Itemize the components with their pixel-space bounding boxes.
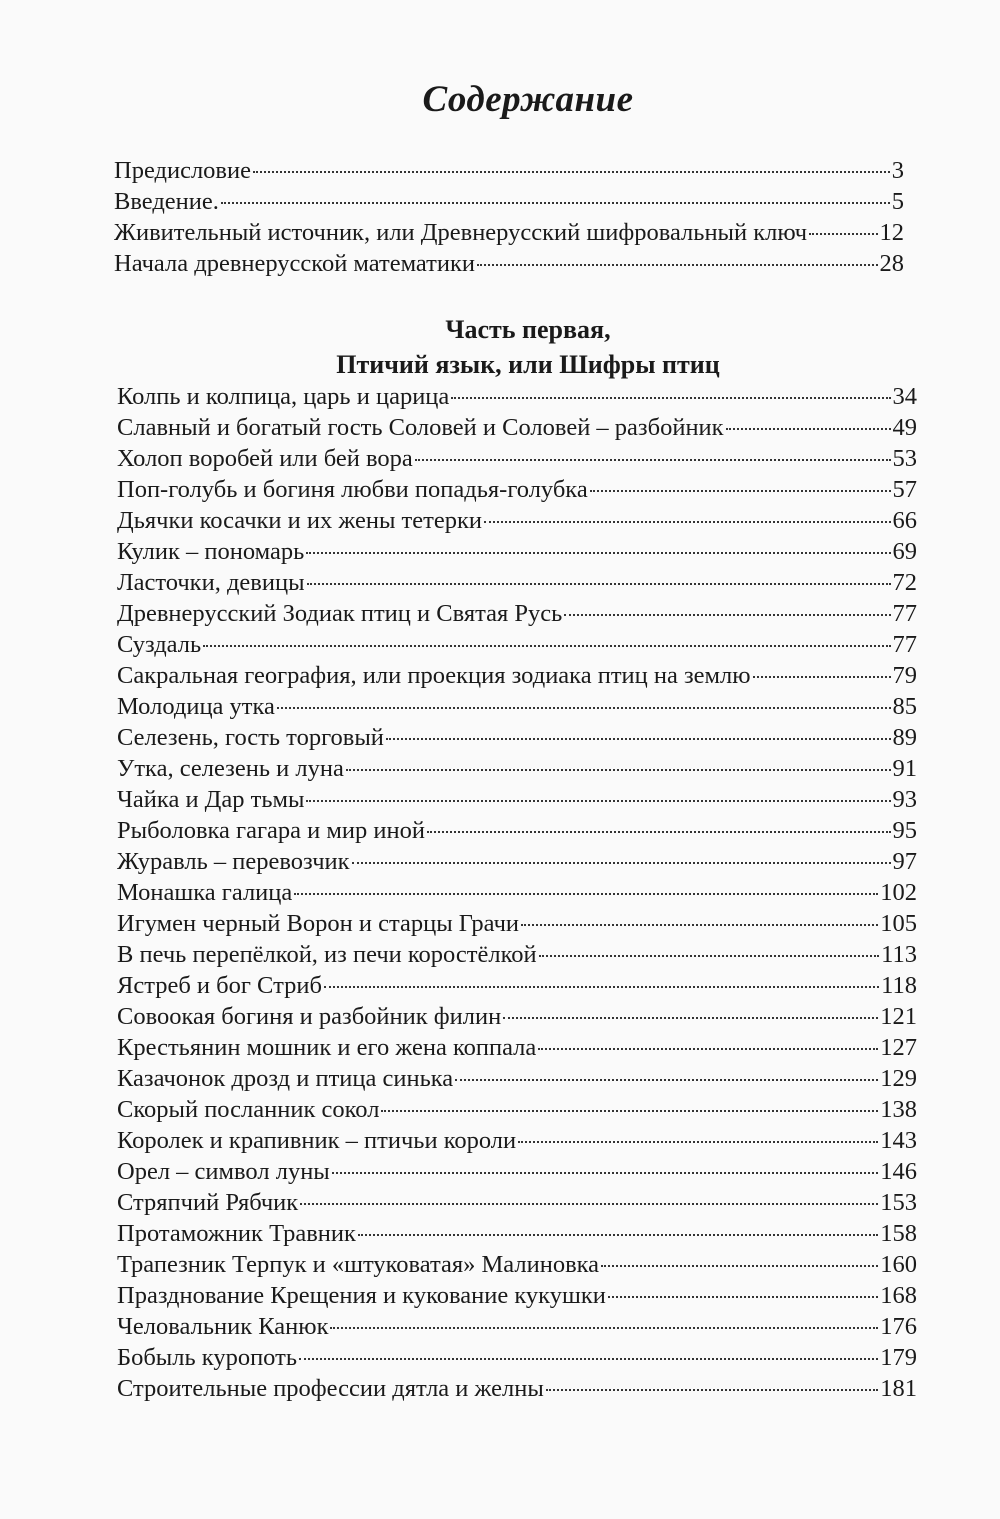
toc-entry-page-number: 77 bbox=[892, 631, 917, 658]
toc-entry-page-number: 143 bbox=[880, 1127, 917, 1154]
toc-entry-page-number: 158 bbox=[880, 1220, 917, 1247]
toc-entry bbox=[117, 1001, 917, 1032]
toc-entry-title: Чайка и Дар тьмы bbox=[117, 786, 305, 813]
dot-leader bbox=[455, 1079, 878, 1081]
toc-entry bbox=[117, 815, 917, 846]
toc-entry-page-number: 28 bbox=[879, 250, 904, 277]
dot-leader bbox=[601, 1265, 878, 1267]
dot-leader bbox=[307, 583, 891, 585]
toc-entry-page-number: 95 bbox=[892, 817, 917, 844]
toc-entry-page-number: 105 bbox=[880, 910, 917, 937]
toc-entry-title: Ласточки, девицы bbox=[117, 569, 305, 596]
toc-entry bbox=[117, 908, 917, 939]
toc-entry bbox=[117, 939, 917, 970]
dot-leader bbox=[386, 738, 891, 740]
toc-entry-page-number: 91 bbox=[892, 755, 917, 782]
toc-entry-page-number: 138 bbox=[880, 1096, 917, 1123]
toc-entry bbox=[117, 846, 917, 877]
toc-entry-title: Строительные профессии дятла и желны bbox=[117, 1375, 544, 1402]
dot-leader bbox=[546, 1389, 878, 1391]
toc-entry-title: В печь перепёлкой, из печи коростёлкой bbox=[117, 941, 537, 968]
toc-entry-title: Стряпчий Рябчик bbox=[117, 1189, 299, 1216]
toc-entry-page-number: 77 bbox=[892, 600, 917, 627]
toc-entry-page-number: 79 bbox=[892, 662, 917, 689]
dot-leader bbox=[299, 1358, 878, 1360]
dot-leader bbox=[346, 769, 891, 771]
dot-leader bbox=[330, 1327, 878, 1329]
dot-leader bbox=[253, 171, 890, 173]
toc-entry bbox=[117, 1125, 917, 1156]
dot-leader bbox=[294, 893, 878, 895]
toc-entry bbox=[117, 784, 917, 815]
toc-entry-page-number: 102 bbox=[880, 879, 917, 906]
toc-entry-page-number: 176 bbox=[880, 1313, 917, 1340]
part-one-heading-line1: Часть первая, bbox=[445, 315, 611, 344]
toc-entry-title: Совоокая богиня и разбойник филин bbox=[117, 1003, 502, 1030]
toc-entry bbox=[117, 381, 917, 412]
dot-leader bbox=[753, 676, 891, 678]
toc-entry-title: Человальник Канюк bbox=[117, 1313, 329, 1340]
toc-entry-title: Орел – символ луны bbox=[117, 1158, 330, 1185]
toc-entry-page-number: 85 bbox=[892, 693, 917, 720]
toc-entry-page-number: 5 bbox=[891, 188, 904, 215]
toc-entry-title: Колпь и колпица, царь и царица bbox=[117, 383, 450, 410]
dot-leader bbox=[332, 1172, 878, 1174]
toc-entry-title: Холоп воробей или бей вора bbox=[117, 445, 413, 472]
toc-entry-page-number: 3 bbox=[891, 157, 904, 184]
toc-entry-page-number: 34 bbox=[892, 383, 917, 410]
toc-entry bbox=[117, 567, 917, 598]
toc-entry bbox=[117, 412, 917, 443]
toc-entry-page-number: 146 bbox=[880, 1158, 917, 1185]
dot-leader bbox=[809, 233, 877, 235]
toc-entry-page-number: 89 bbox=[892, 724, 917, 751]
toc-entry-page-number: 12 bbox=[879, 219, 904, 246]
dot-leader bbox=[221, 202, 890, 204]
toc-entry-title: Казачонок дрозд и птица синька bbox=[117, 1065, 454, 1092]
toc-entry bbox=[117, 1032, 917, 1063]
toc-entry bbox=[117, 877, 917, 908]
dot-leader bbox=[300, 1203, 878, 1205]
dot-leader bbox=[381, 1110, 878, 1112]
dot-leader bbox=[203, 645, 890, 647]
toc-entry-page-number: 69 bbox=[892, 538, 917, 565]
dot-leader bbox=[521, 924, 878, 926]
dot-leader bbox=[503, 1017, 878, 1019]
dot-leader bbox=[306, 800, 890, 802]
toc-entry bbox=[117, 1063, 917, 1094]
toc-entry-page-number: 93 bbox=[892, 786, 917, 813]
toc-entry bbox=[117, 1342, 917, 1373]
dot-leader bbox=[477, 264, 877, 266]
toc-entry-page-number: 127 bbox=[880, 1034, 917, 1061]
dot-leader bbox=[518, 1141, 878, 1143]
toc-entry-title: Славный и богатый гость Соловей и Соловей – разбойник bbox=[117, 414, 724, 441]
toc-entry-page-number: 179 bbox=[880, 1344, 917, 1371]
toc-entry bbox=[117, 660, 917, 691]
toc-entry-title: Трапезник Терпук и «штуковатая» Малиновка bbox=[117, 1251, 600, 1278]
dot-leader bbox=[484, 521, 891, 523]
toc-entry bbox=[117, 691, 917, 722]
toc-entry-title: Протаможник Травник bbox=[117, 1220, 356, 1247]
part-one-heading-line2: Птичий язык, или Шифры птиц bbox=[336, 350, 720, 379]
dot-leader bbox=[564, 614, 890, 616]
toc-entry bbox=[117, 536, 917, 567]
dot-leader bbox=[590, 490, 891, 492]
toc-entry bbox=[117, 1187, 917, 1218]
toc-entry-title: Королек и крапивник – птичьи короли bbox=[117, 1127, 517, 1154]
toc-entry-page-number: 53 bbox=[892, 445, 917, 472]
toc-entry-title: Празднование Крещения и кукование кукушки bbox=[117, 1282, 606, 1309]
toc-entry bbox=[117, 1311, 917, 1342]
toc-entry bbox=[114, 248, 904, 279]
toc-entry bbox=[117, 1280, 917, 1311]
toc-entry-page-number: 49 bbox=[892, 414, 917, 441]
toc-entry-title: Кулик – пономарь bbox=[117, 538, 305, 565]
toc-entry-page-number: 181 bbox=[880, 1375, 917, 1402]
dot-leader bbox=[324, 986, 879, 988]
toc-entry bbox=[117, 970, 917, 1001]
toc-entry-title: Бобыль куропоть bbox=[117, 1344, 297, 1371]
toc-entry bbox=[114, 217, 904, 248]
dot-leader bbox=[608, 1296, 878, 1298]
toc-entry-title: Крестьянин мошник и его жена коппала bbox=[117, 1034, 537, 1061]
toc-entry-title: Древнерусский Зодиак птиц и Святая Русь bbox=[117, 600, 563, 627]
toc-entry-page-number: 160 bbox=[880, 1251, 917, 1278]
toc-entry bbox=[117, 753, 917, 784]
toc-entry-title: Молодица утка bbox=[117, 693, 275, 720]
toc-entry-page-number: 66 bbox=[892, 507, 917, 534]
dot-leader bbox=[538, 1048, 878, 1050]
toc-entry-title: Монашка галица bbox=[117, 879, 293, 906]
dot-leader bbox=[726, 428, 891, 430]
toc-entry bbox=[117, 1373, 917, 1404]
toc-entry-page-number: 113 bbox=[881, 941, 917, 968]
dot-leader bbox=[352, 862, 891, 864]
toc-entry-title: Рыболовка гагара и мир иной bbox=[117, 817, 425, 844]
toc-entry-page-number: 121 bbox=[880, 1003, 917, 1030]
toc-entry bbox=[117, 1094, 917, 1125]
toc-entry-page-number: 129 bbox=[880, 1065, 917, 1092]
part-one-list bbox=[117, 381, 917, 1404]
toc-entry bbox=[114, 155, 904, 186]
toc-entry-title: Журавль – перевозчик bbox=[117, 848, 350, 875]
toc-entry bbox=[117, 722, 917, 753]
page-title: Содержание bbox=[422, 79, 634, 120]
toc-entry-title: Утка, селезень и луна bbox=[117, 755, 344, 782]
toc-entry-title: Суздаль bbox=[117, 631, 202, 658]
dot-leader bbox=[415, 459, 891, 461]
dot-leader bbox=[539, 955, 880, 957]
toc-entry-page-number: 72 bbox=[892, 569, 917, 596]
toc-entry bbox=[117, 629, 917, 660]
toc-entry-page-number: 153 bbox=[880, 1189, 917, 1216]
toc-entry-title: Селезень, гость торговый bbox=[117, 724, 384, 751]
toc-entry bbox=[117, 1218, 917, 1249]
toc-entry-title: Скорый посланник сокол bbox=[117, 1096, 380, 1123]
toc-entry-title: Начала древнерусской математики bbox=[114, 250, 476, 277]
toc-entry-page-number: 168 bbox=[880, 1282, 917, 1309]
toc-entry-title: Сакральная география, или проекция зодиака птиц на землю bbox=[117, 662, 751, 689]
toc-entry bbox=[117, 474, 917, 505]
toc-entry bbox=[117, 1156, 917, 1187]
toc-entry-title: Предисловие bbox=[114, 157, 251, 184]
toc-entry-title: Дьячки косачки и их жены тетерки bbox=[117, 507, 482, 534]
dot-leader bbox=[306, 552, 890, 554]
toc-entry-page-number: 118 bbox=[881, 972, 917, 999]
toc-entry bbox=[117, 1249, 917, 1280]
toc-entry-page-number: 57 bbox=[892, 476, 917, 503]
toc-entry-title: Поп-голубь и богиня любви попадья-голубка bbox=[117, 476, 588, 503]
dot-leader bbox=[451, 397, 890, 399]
dot-leader bbox=[358, 1234, 878, 1236]
dot-leader bbox=[277, 707, 891, 709]
toc-entry bbox=[117, 598, 917, 629]
toc-entry-title: Ястреб и бог Стриб bbox=[117, 972, 322, 999]
toc-entry bbox=[114, 186, 904, 217]
toc-entry-title: Живительный источник, или Древнерусский шифровальный ключ bbox=[114, 219, 808, 246]
dot-leader bbox=[427, 831, 891, 833]
toc-entry-title: Игумен черный Ворон и старцы Грачи bbox=[117, 910, 520, 937]
toc-entry bbox=[117, 443, 917, 474]
front-matter-list bbox=[114, 155, 904, 279]
toc-entry-title: Введение. bbox=[114, 188, 219, 215]
toc-entry-page-number: 97 bbox=[892, 848, 917, 875]
toc-entry bbox=[117, 505, 917, 536]
